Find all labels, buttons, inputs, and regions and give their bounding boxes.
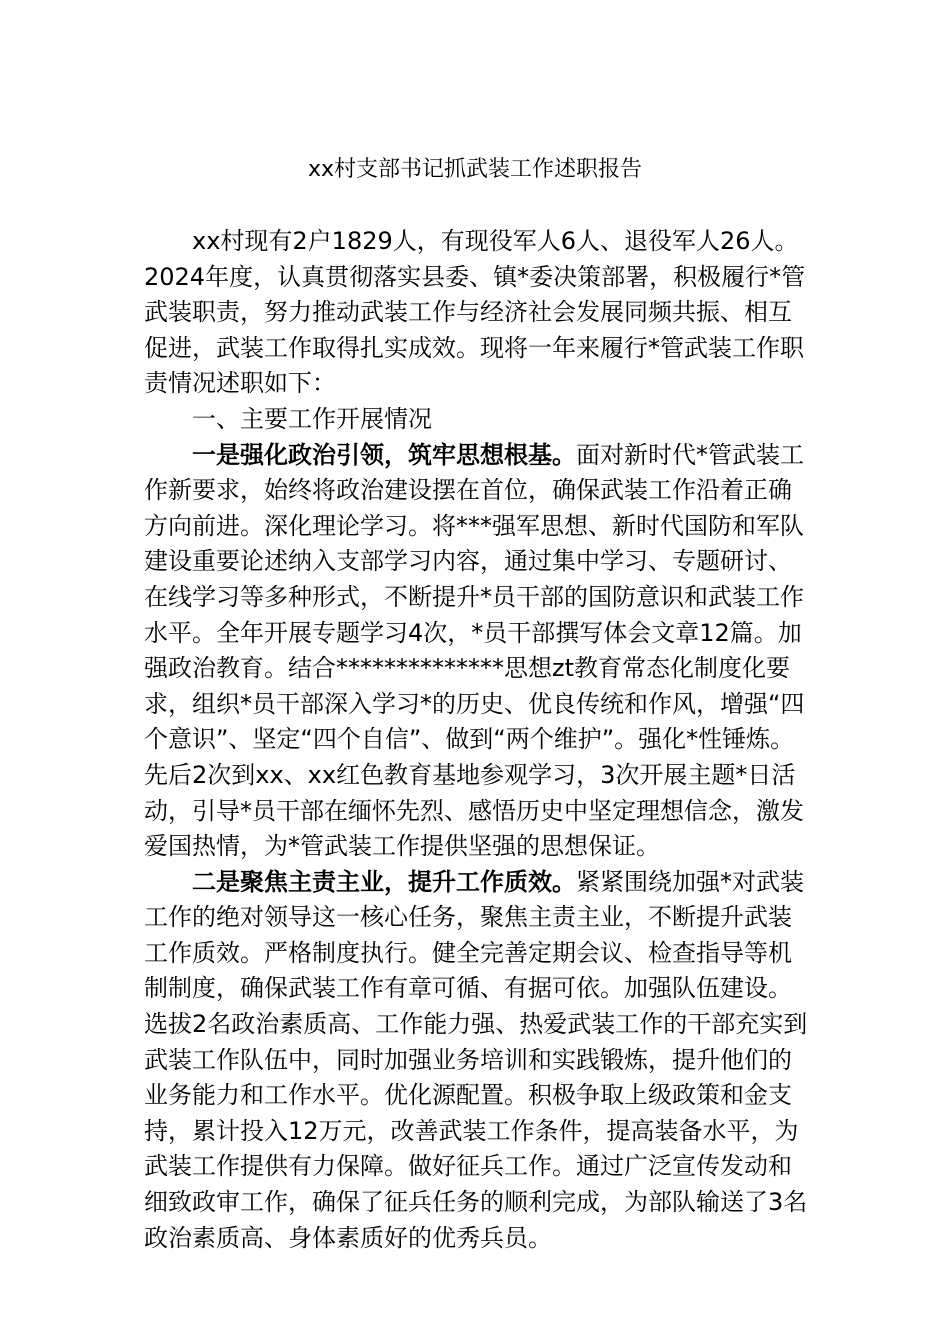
item-text-1: 面对新时代*管武装工作新要求，始终将政治建设摆在首位，确保武装工作沿着正确方向前进。深化理论学习。将***强军思想、新时代国防和军队建设重要论述纳入支部学习内容，通过集中学习、专题研讨、在线学习等多种形式，不断提升*员干部的国防意识和武装工作水平。全年开展专题学习4次，*员干部撰写体会文章12篇。加强政治教育。结合**************思想zt教育常态化制度化要求，组织*员干部深入学习*的历史、优良传统和作风，增强“四个意识”、坚定“四个自信”、做到“两个维护”。强化*性锤炼。先后2次到xx、xx红色教育基地参观学习，3次开展主题*日活动，引导*员干部在缅怀先烈、感悟历史中坚定理想信念，激发爱国热情，为*管武装工作提供坚强的思想保证。: [144, 440, 805, 861]
document-title: xx村支部书记抓武装工作述职报告: [307, 157, 643, 182]
item-lead-1: 一是强化政治引领，筑牢思想根基。: [192, 440, 576, 469]
item-text-2: 紧紧围绕加强*对武装工作的绝对领导这一核心任务，聚焦主责主业，不断提升武装工作质效。严格制度执行。健全完善定期会议、检查指导等机制制度，确保武装工作有章可循、有据可依。加强队伍建设。选拔2名政治素质高、工作能力强、热爱武装工作的干部充实到武装工作队伍中，同时加强业务培训和实践锻炼，提升他们的业务能力和工作水平。优化源配置。积极争取上级政策和金支持，累计投入12万元，改善武装工作条件，提高装备水平，为武装工作提供有力保障。做好征兵工作。通过广泛宣传发动和细致政审工作，确保了征兵任务的顺利完成，为部队输送了3名政治素质高、身体素质好的优秀兵员。: [144, 867, 808, 1252]
intro-paragraph: xx村现有2户1829人，有现役军人6人、退役军人26人。2024年度，认真贯彻落实县委、镇*委决策部署，积极履行*管武装职责，努力推动武装工作与经济社会发展同频共振、相互促进，武装工作取得扎实成效。现将一年来履行*管武装工作职责情况述职如下：: [144, 227, 806, 398]
item-paragraph-1: [144, 438, 808, 865]
document-body: [144, 224, 808, 1256]
item-lead-2: 二是聚焦主责主业，提升工作质效。: [192, 867, 576, 896]
section-heading: 一、主要工作开展情况: [192, 404, 432, 433]
item-paragraph-2: [144, 865, 808, 1257]
